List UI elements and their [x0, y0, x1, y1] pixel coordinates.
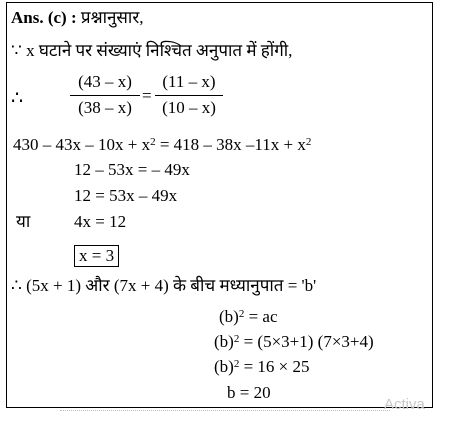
next-page-edge: [60, 410, 390, 415]
condition-line: ∵ x घटाने पर संख्याएं निश्चित अनुपात में होंगी,: [11, 41, 293, 60]
fraction-left-numerator: (43 – x): [78, 72, 132, 91]
fraction-right: [155, 72, 223, 118]
result-line-1: [219, 307, 278, 327]
fraction-right-bar: [155, 95, 223, 96]
answer-header: [11, 8, 144, 28]
result-1-rest: = ac: [244, 307, 278, 326]
watermark-text: Activa: [384, 396, 425, 413]
step-2: 12 = 53x – 49x: [74, 186, 178, 205]
therefore-symbol: ∴: [11, 88, 24, 109]
expansion-line: [13, 135, 311, 155]
answer-label: Ans. (c) :: [11, 8, 77, 27]
fraction-left: [70, 72, 140, 118]
result-3-rest: = 16 × 25: [239, 357, 310, 376]
result-3-sup: 2: [233, 358, 240, 370]
result-2-rest: = (5×3+1) (7×3+4): [239, 332, 374, 351]
result-2-base: (b): [214, 332, 234, 351]
result-line-3: [214, 357, 310, 377]
expansion-right: = 418 – 38x –11x + x: [155, 135, 306, 154]
boxed-answer: x = 3: [74, 245, 119, 267]
result-line-2: [214, 332, 374, 352]
step-1: 12 – 53x = – 49x: [74, 160, 190, 179]
answer-intro: प्रश्नानुसार,: [80, 8, 144, 27]
fraction-right-denominator: (10 – x): [162, 98, 216, 117]
result-2-sup: 2: [233, 333, 240, 345]
expansion-sup-2: 2: [305, 136, 312, 148]
fraction-left-denominator: (38 – x): [78, 98, 132, 117]
result-3-base: (b): [214, 357, 234, 376]
result-1-base: (b): [219, 307, 239, 326]
fraction-right-numerator: (11 – x): [162, 72, 216, 91]
expansion-sup-1: 2: [150, 136, 156, 148]
expansion-left: 430 – 43x – 10x + x: [13, 135, 151, 154]
result-1-sup: 2: [238, 308, 245, 320]
step-3: 4x = 12: [74, 212, 127, 231]
mean-proportional-line: ∴ (5x + 1) और (7x + 4) के बीच मध्यानुपात = 'b': [11, 276, 317, 295]
ya-label: या: [16, 212, 31, 231]
fraction-left-bar: [70, 95, 140, 96]
result-line-4: b = 20: [227, 383, 271, 402]
fraction-equals: =: [142, 86, 152, 105]
